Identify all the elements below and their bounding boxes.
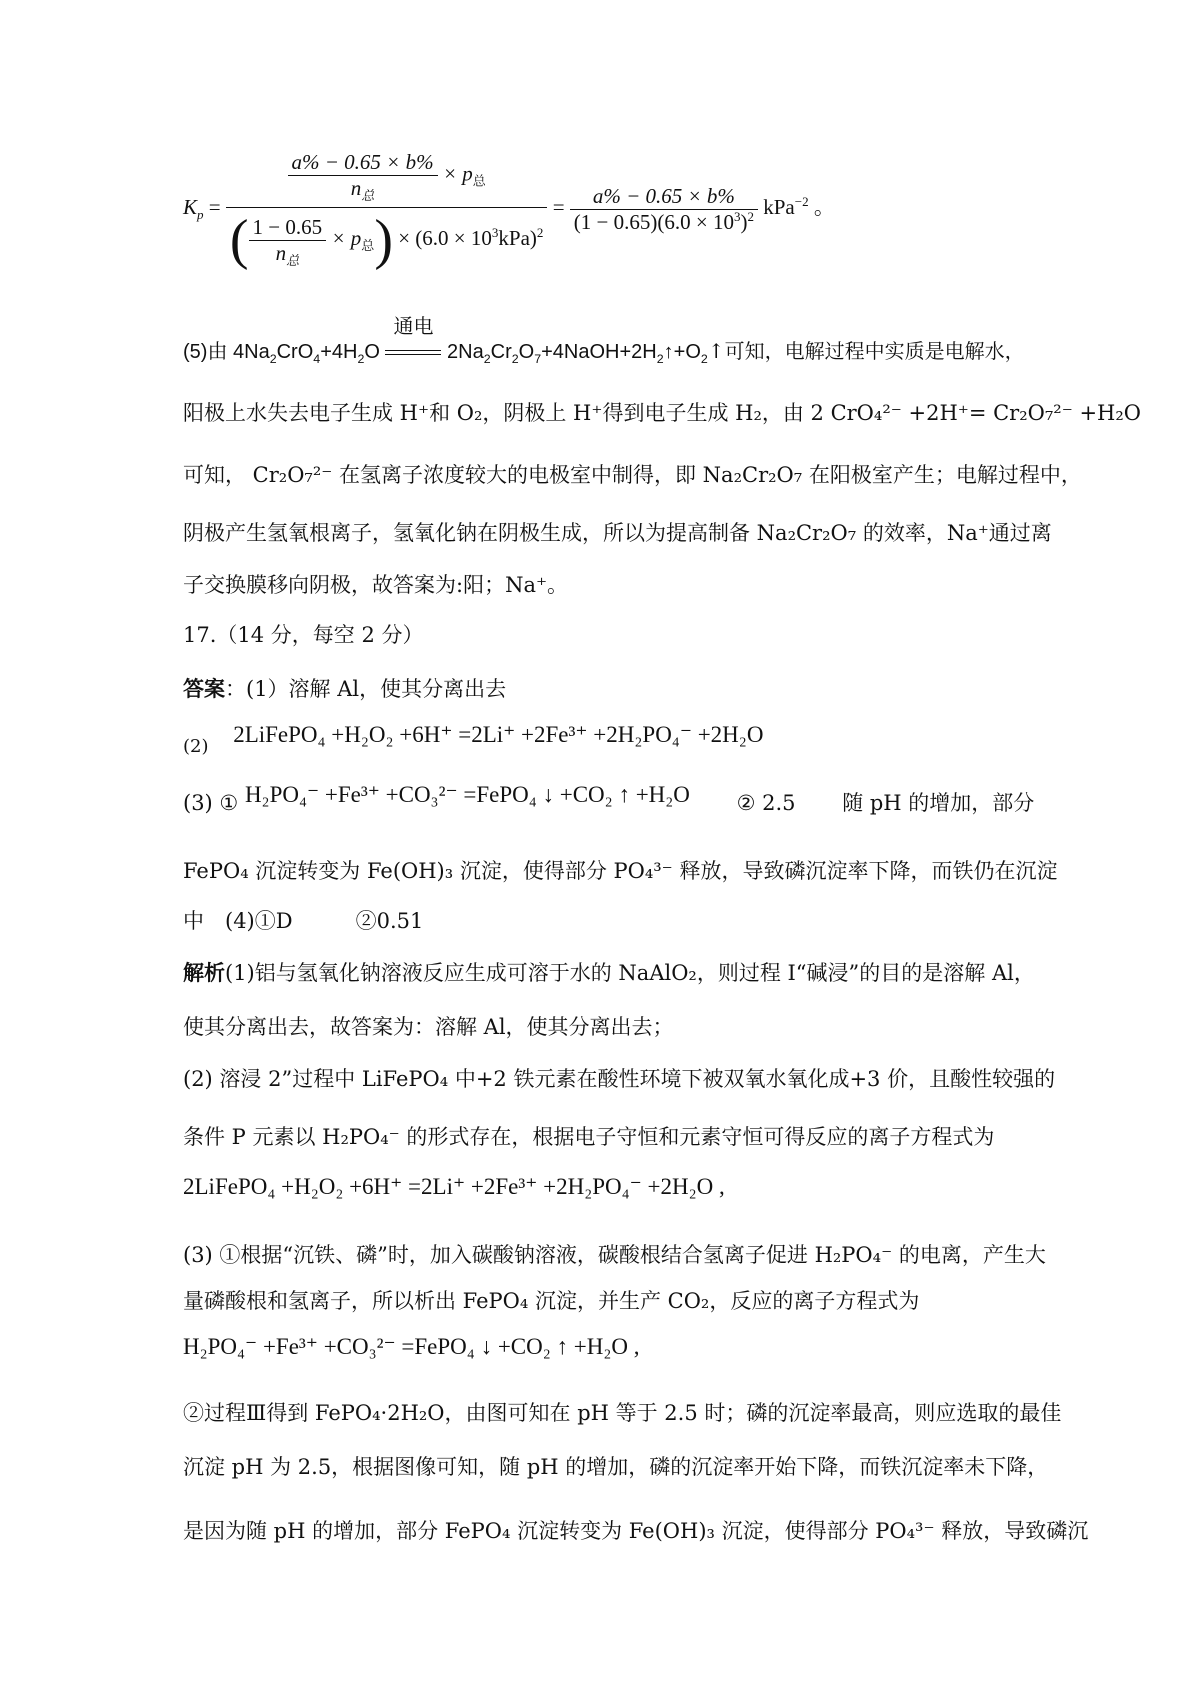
sec5-line5: 子交换膜移向阴极，故答案为:阳；Na⁺。 [183,573,569,597]
q17-answer-1: 答案：(1）溶解 Al，使其分离出去 [183,676,507,701]
sec5-line4: 阴极产生氢氧根离子，氢氧化钠在阴极生成，所以为提高制备 Na₂Cr₂O₇ 的效率，Na⁺通过离 [183,521,1052,545]
electrolysis-arrow: 通电 [385,337,441,367]
analysis-line7: 量磷酸根和氢离子，所以析出 FePO₄ 沉淀，并生产 CO₂，反应的离子方程式为 [183,1289,920,1313]
sec5-line2: 阳极上水失去电子生成 H⁺和 O₂，阴极上 H⁺得到电子生成 H₂，由 2 CrO₄²⁻ +2H⁺= Cr₂O₇²⁻ +H₂O [183,401,1141,425]
q17-answer-4: 中 (4)①D ②0.51 [183,909,424,933]
sec5-line3: 可知， Cr₂O₇²⁻ 在氢离子浓度较大的电极室中制得，即 Na₂Cr₂O₇ 在阳极室产生；电解过程中， [183,463,1082,487]
kp-symbol: $K_p$ [183,194,204,222]
analysis-line10: 沉淀 pH 为 2.5，根据图像可知，随 pH 的增加，磷的沉淀率开始下降，而铁沉淀率未下降， [183,1455,1049,1479]
q17-answer-2: (2) 2LiFePO₄ +H₂O₂ +6H⁺ =2Li⁺ +2Fe³⁺ +2H₂PO₄⁻ +2H₂O [183,722,764,757]
analysis-line2: 使其分离出去，故答案为：溶解 Al，使其分离出去； [183,1015,674,1039]
analysis-line6: (3) ①根据“沉铁、磷”时，加入碳酸钠溶液，碳酸根结合氢离子促进 H₂PO₄⁻ 的电离，产生大 [183,1243,1046,1267]
analysis-line3: (2) 溶浸 2”过程中 LiFePO₄ 中+2 铁元素在酸性环境下被双氧水氧化成+3 价，且酸性较强的 [183,1067,1056,1091]
sec5-line1: (5)由 $4Na_2CrO_4+4H_2O$ 通电 $2Na_2Cr_2O_7+4NaOH+2H_2↑+O_2↑$可知，电解过程中实质是电解水， [183,314,1025,366]
kp-equation: $K_p$ = $\frac{a\% - 0.65 \times b\%}{n_总}$ × $p_总$ ( $\frac{1 - 0.65}{n_总}$ × $p_总) \times (6.0 \times 10^3kPa)^2$ = $\frac{a\% - 0.65 \times b\%}{(1 - 0.65)(6.0 \times 10^3)^2}$ kPa$^{-2}$ 。 [183,150,835,271]
kp-main-fraction: $\frac{a\% - 0.65 \times b\%}{n_总}$ × $p_总$ ( $\frac{1 - 0.65}{n_总}$ × $p_总) \times (6.0 \times 10^3kPa)^2$ [226,150,548,268]
q17-answer-3-cont: FePO₄ 沉淀转变为 Fe(OH)₃ 沉淀，使得部分 PO₄³⁻ 释放，导致磷沉淀率下降，而铁仍在沉淀 [183,859,1058,883]
analysis-line8: H₂PO₄⁻ +Fe³⁺ +CO₃²⁻ =FePO₄ ↓ +CO₂ ↑ +H₂O , [183,1334,640,1359]
analysis-line5: 2LiFePO₄ +H₂O₂ +6H⁺ =2Li⁺ +2Fe³⁺ +2H₂PO₄⁻ +2H₂O , [183,1174,725,1199]
q17-header: 17.（14 分，每空 2 分） [183,623,424,647]
kp-rhs-fraction: $\frac{a\% - 0.65 \times b\%}{(1 - 0.65)(6.0 \times 10^3)^2}$ [570,184,758,235]
analysis-line1: 解析(1)铝与氢氧化钠溶液反应生成可溶于水的 NaAlO₂，则过程 I“碱浸”的目的是溶解 Al， [183,960,1035,985]
analysis-line4: 条件 P 元素以 H₂PO₄⁻ 的形式存在，根据电子守恒和元素守恒可得反应的离子方程式为 [183,1125,995,1149]
analysis-line9: ②过程Ⅲ得到 FePO₄·2H₂O，由图可知在 pH 等于 2.5 时；磷的沉淀率最高，则应选取的最佳 [183,1401,1062,1425]
analysis-line11: 是因为随 pH 的增加，部分 FePO₄ 沉淀转变为 Fe(OH)₃ 沉淀，使得部分 PO₄³⁻ 释放，导致磷沉 [183,1519,1089,1543]
q17-answer-3: (3) ① H₂PO₄⁻ +Fe³⁺ +CO₃²⁻ =FePO₄ ↓ +CO₂ ↑ +H₂O ② 2.5 随 pH 的增加，部分 [183,782,1035,815]
